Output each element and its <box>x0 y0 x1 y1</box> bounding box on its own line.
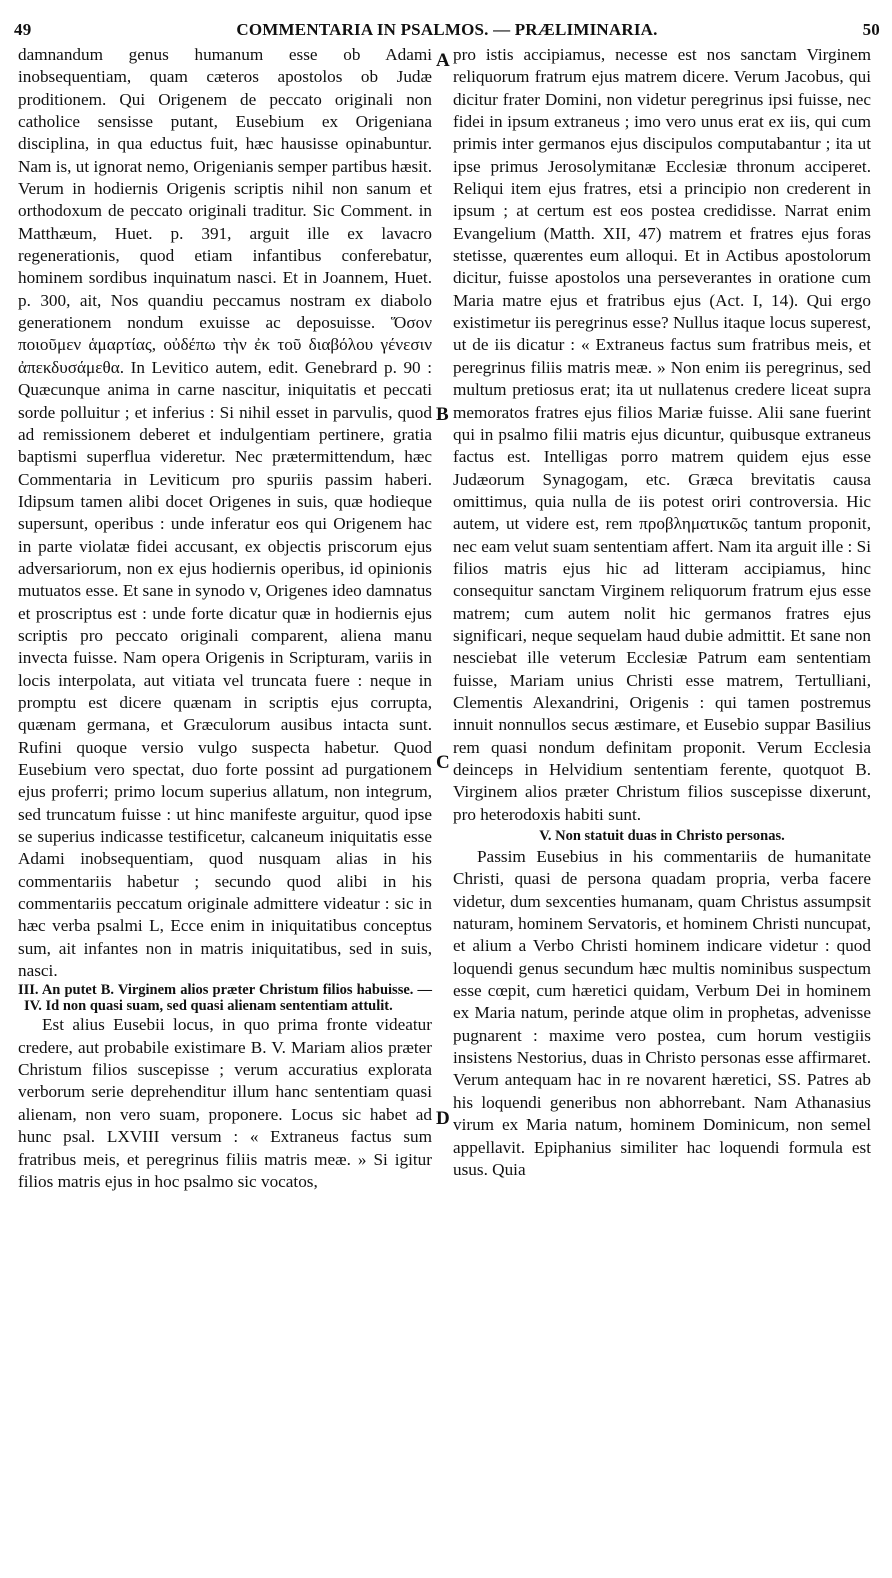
right-section-heading: V. Non statuit duas in Christo personas. <box>539 828 785 845</box>
running-header <box>14 20 880 44</box>
left-column <box>18 44 432 1193</box>
margin-marker-d: D <box>436 1108 450 1129</box>
right-column <box>453 44 871 1181</box>
margin-marker-c: C <box>436 752 450 773</box>
left-paragraph-2: Est alius Eusebii locus, in quo prima fronte videatur credere, aut probabile existimare B. V. Mariam alios præter Christum filios suscepisse ; verum accuratius explorata verborum serie deprehenditur illum hanc sententiam quasi alienam, non vero suam, proponere. Locus sic habet ad hunc psal. LXVIII versum : « Extraneus factus sum fratribus meis, et peregrinus filiis matris meæ. » Si igitur filios matris ejus in hoc psalmo sic vocatos, <box>18 1015 432 1191</box>
left-section-heading: III. An putet B. Virginem alios præter Christum filios habuisse. — IV. Id non quasi suam, sed quasi alienam sententiam attulit. <box>18 982 432 1015</box>
left-paragraph-1: damnandum genus humanum esse ob Adami inobsequentiam, quam cæteros apostolos ob Judæ proditionem. Qui Origenem de peccato originali non catholice sensisse putant, Eusebium ex Origeniana disciplina, in qua eductus fuit, hæc hausisse opinabuntur. Nam is, ut ignorat nemo, Origenianis semper partibus hæsit. Verum in hodiernis Origenis scriptis nihil non sanum et orthodoxum de peccato originali traditur. Sic Comment. in Matthæum, Huet. p. 391, arguit ille ex lavacro regenerationis, quod etiam infantibus conferebatur, hominem sordibus inquinatum nasci. Et in Joannem, Huet. p. 300, ait, Nos quandiu peccamus nostram ex diabolo generationem nondum exuisse ac deposuisse. Ὅσον ποιοῦμεν ἁμαρτίας, οὐδέπω τὴν ἐκ τοῦ διαβόλου γένεσιν ἀπεκδυσάμεθα. In Levitico autem, edit. Genebrard p. 90 : Quæcunque anima in carne nascitur, iniquitatis et peccati sorde polluitur ; et inferius : Si nihil esset in parvulis, quod ad remissionem deberet et indulgentiam pertinere, gratia baptismi superflua videretur. Nec prætermittendum, hæc Commentaria in Leviticum pro spuriis passim haberi. Idipsum tamen alibi docet Origenes in suis, quæ hodieque supersunt, operibus : unde inferatur eos qui Origenem hac in parte violatæ fidei accusant, ex objectis priscorum ejus adversariorum, non ex ejus hodiernis operibus, id opinionis mutuatos esse. Et sane in synodo v, Origenes ideo damnatus et proscriptus est : unde forte dicatur quæ in hodiernis ejus scriptis pro peccato originali comparent, aliena manu invecta fuisse. Nam opera Origenis in Scripturam, variis in locis interpolata, aut vitiata vel truncata fuere : neque in promptu est dicere quænam in scriptis ejus corrupta, quænam germana, et Græculorum ausibus intacta sunt. Rufini quoque versio vulgo suspecta habetur. Quod Eusebium vero spectat, duo forte possint ad purgationem ejus proferri; primo locum superius allatum, non integrum, sed truncatum fuisse : ut hinc manifeste arguitur, quod ipse se superius indicasse testificetur, calcaneum iniquitatis esse Adami inobsequentiam, quod nusquam alias in his commentariis habetur ; secundo quod alibi in his commentariis peccatum originale admittere videatur : sic in hæc verba psalmi L, Ecce enim in iniquitatibus conceptus sum, ait infantes non in matris iniquitatibus, sed in suis, nasci. <box>18 45 432 981</box>
right-paragraph-1: pro istis accipiamus, necesse est nos sanctam Virginem reliquorum fratrum ejus matrem dicere. Verum Jacobus, qui dicitur frater Domini, non videtur peregrinus ipsi fuisse, nec fidei in ipsum extraneus ; imo vero unus erat ex iis, qui cum primis inter germanos ejus discipulos computabantur ; ita ut ipse primus Jerosolymitanæ Ecclesiæ thronum acciperet. Reliqui item ejus fratres, etsi a principio non crederent in ipsum ; at certum est eos postea credidisse. Narrat enim Evangelium (Matth. XII, 47) matrem et fratres ejus foras stetisse, quærentes eum alloqui. Et in Actibus apostolorum dicitur, fuisse apostolos una perseverantes in oratione cum Maria matre ejus et fratribus ejus (Act. I, 14). Qui ergo existimetur iis peregrinus esse? Nullus itaque locus superest, ut de iis dicatur : « Extraneus factus sum fratribus meis, et peregrinus filiis matris meæ. » Non enim iis peregrinus, sed multum pretiosus erat; ita ut nullatenus credere liceat supra memoratos fratres ejus filios Mariæ fuisse. Alii sane fuerint qui in psalmo filii matris ejus dicuntur, quibusque extraneus factus est. Intelligas porro matrem quidem ejus esse Judæorum Synagogam, etc. Græca brevitatis causa omittimus, quia nulla de iis potest oriri controversia. Hic autem, ut videre est, rem προβληματικῶς tantum proponit, nec eam velut suam sententiam affert. Nam ita arguit ille : Si filios matris ejus hic ad litteram accipiamus, hinc consequitur sanctam Virginem reliquorum fratrum ejus esse matrem; cum autem nolit hic germanos fratres ejus significari, neque sequelam haud dubie admittit. Et sane non nesciebat ille veterum Ecclesiæ Patrum eam sententiam fuisse, Mariam unius Christi esse matrem, Tertulliani, Clementis Alexandrini, Origenis : qui tamen postremus innuit nonnullos secus æstimare, et Eusebio suppar Basilius rem quasi nondum definitam proponit. Verum Ecclesia deinceps in Helvidium sententiam ferente, quotquot B. Virginem alios præter Christum filios suscepisse dixerunt, pro heterodoxis habiti sunt. <box>453 45 871 824</box>
page-number-left: 49 <box>14 20 32 39</box>
page-number-right: 50 <box>862 20 880 39</box>
running-title: COMMENTARIA IN PSALMOS. — PRÆLIMINARIA. <box>236 20 658 39</box>
right-paragraph-2: Passim Eusebius in his commentariis de humanitate Christi, quasi de persona quadam propria, verba facere videtur, dum sexcenties humanam, quam Christus assumpsit naturam, hominem Servatoris, et hominem Christi nuncupat, et alium a Verbo Christi hominem indicare videtur : quod loquendi genus secundum hæc multis nominibus suspectum esse cœpit, cum hæretici quidam, Verbum Dei in hominem ex Maria natum, perinde atque olim in prophetas, advenisse pugnarent : maxime vero postea, cum horum vestigiis insistens Nestorius, duas in Christo personas esse affirmaret. Verum antequam hac in re novarent hæretici, SS. Patres ab his loquendi generibus non abhorrebant. Nam Athanasius virum ex Maria natum, hominem Dominicum, non semel appellavit. Epiphanius similiter hac loquendi formula est usus. Quia <box>453 847 871 1179</box>
margin-marker-a: A <box>436 50 450 71</box>
margin-marker-b: B <box>436 404 449 425</box>
